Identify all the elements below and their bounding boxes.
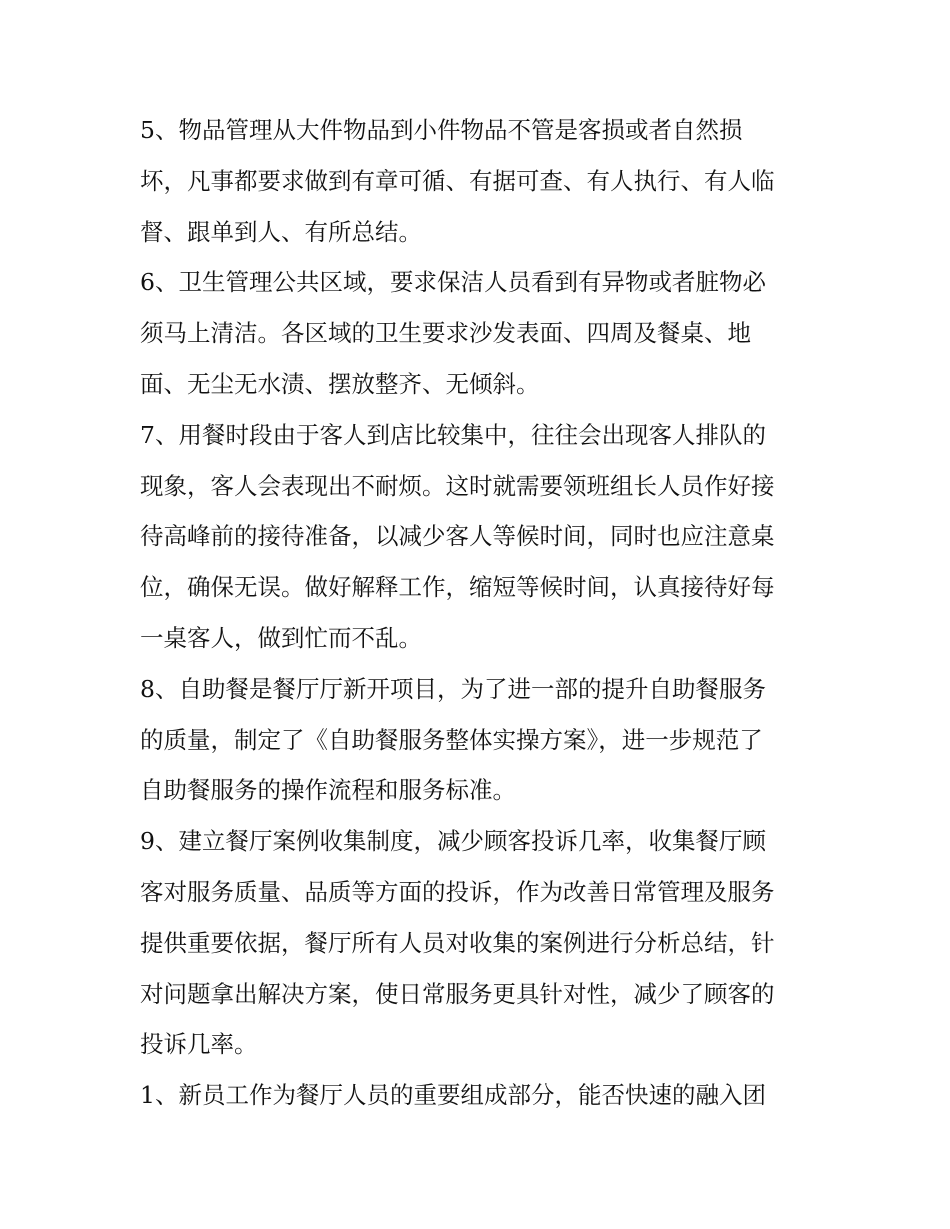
text-line: 提供重要依据，餐厅所有人员对收集的案例进行分析总结，针	[140, 928, 775, 957]
text-line: 面、无尘无水渍、摆放整齐、无倾斜。	[140, 369, 540, 398]
text-line: 7、用餐时段由于客人到店比较集中，往往会出现客人排队的	[140, 420, 766, 449]
document-body	[140, 105, 830, 1121]
text-line: 对问题拿出解决方案，使日常服务更具针对性，减少了顾客的	[140, 979, 775, 1008]
text-line: 1、新员工作为餐厅人员的重要组成部分，能否快速的融入团	[140, 1081, 766, 1110]
text-line: 8、自助餐是餐厅厅新开项目，为了进一部的提升自助餐服务	[140, 674, 766, 703]
text-line: 5、物品管理从大件物品到小件物品不管是客损或者自然损	[140, 116, 743, 144]
text-line: 待高峰前的接待准备，以减少客人等候时间，同时也应注意桌	[140, 522, 775, 551]
text-line: 投诉几率。	[140, 1030, 258, 1059]
text-line: 坏，凡事都要求做到有章可循、有据可查、有人执行、有人临	[140, 166, 775, 195]
text-line: 一桌客人，做到忙而不乱。	[140, 623, 422, 652]
text-line: 自助餐服务的操作流程和服务标准。	[140, 776, 516, 805]
text-line: 的质量，制定了《自助餐服务整体实操方案》，进一步规范了	[140, 725, 763, 754]
text-line: 督、跟单到人、有所总结。	[140, 217, 422, 246]
text-line: 须马上清洁。各区域的卫生要求沙发表面、四周及餐桌、地	[140, 319, 751, 348]
text-line: 9、建立餐厅案例收集制度，减少顾客投诉几率，收集餐厅顾	[140, 827, 766, 856]
text-line: 6、卫生管理公共区域，要求保洁人员看到有异物或者脏物必	[140, 268, 766, 297]
text-line: 客对服务质量、品质等方面的投诉，作为改善日常管理及服务	[140, 877, 775, 906]
text-line: 现象，客人会表现出不耐烦。这时就需要领班组长人员作好接	[140, 471, 775, 500]
text-line: 位，确保无误。做好解释工作，缩短等候时间，认真接待好每	[140, 573, 775, 602]
